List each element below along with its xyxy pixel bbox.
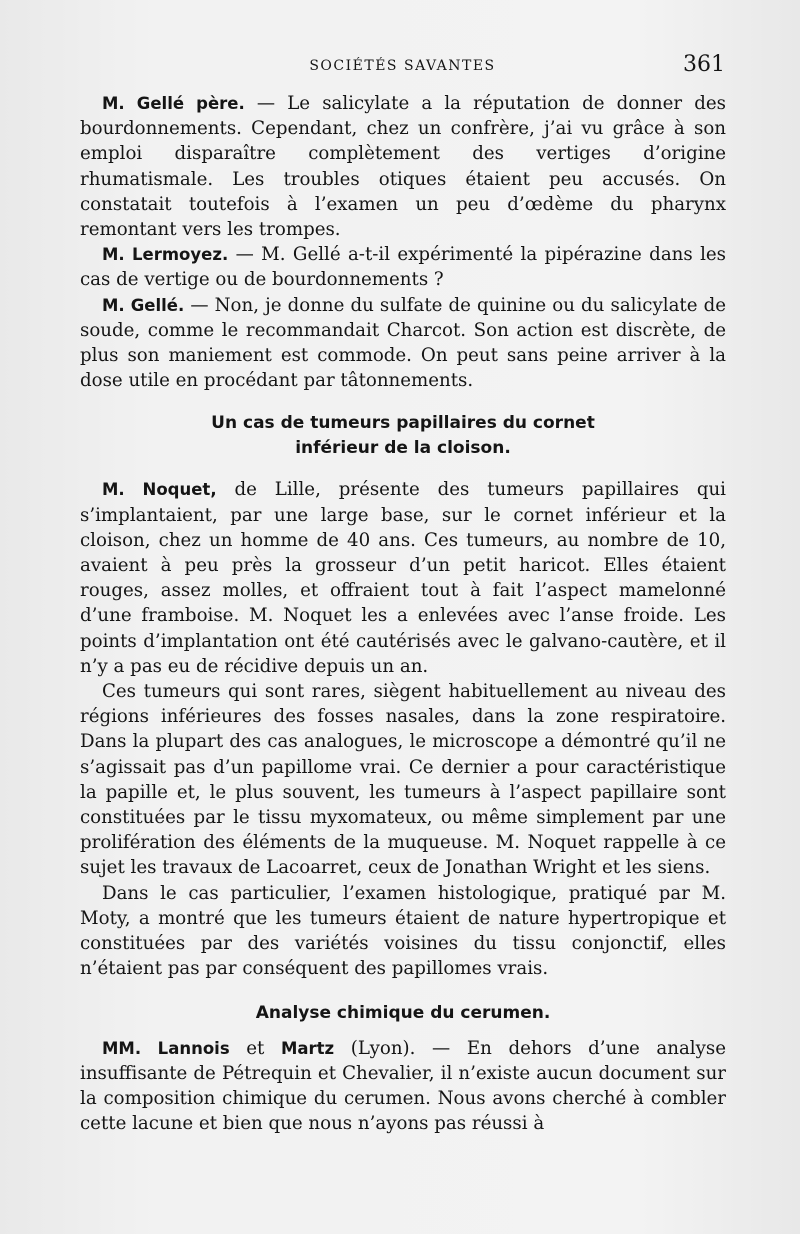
speaker-name: M. Lermoyez. [102, 245, 229, 265]
discussion-paragraph [80, 293, 726, 394]
paragraph-text: de Lille, présente des tumeurs papillaires qui s’implantaient, par une large base, sur le cornet inférieur et la cloison, chez un homme de 40 ans. Ces tumeurs, au nombre de 10, avaient à peu près la grosseur d’un petit haricot. Elles étaient rouges, assez molles, et offraient tout à fait l’aspect mamelonné d’une framboise. M. Noquet les a enlevées avec l’anse froide. Les points d’implantation ont été cautérisés avec le galvano-cautère, et il n’y a pas eu de récidive depuis un an. [80, 479, 726, 677]
speaker-name: M. Gellé. [102, 295, 185, 315]
page-number: 361 [683, 52, 725, 77]
running-head: SOCIÉTÉS SAVANTES [309, 58, 496, 74]
section-paragraph: Dans le cas particulier, l’examen histologique, pratiqué par M. Moty, a montré que les tumeurs étaient de nature hypertropique et constituées par des variétés voisines du tissu conjonctif, elles n’étaient pas par conséquent des papillomes vrais. [80, 882, 726, 980]
section-title-line: Un cas de tumeurs papillaires du cornet [211, 413, 595, 434]
speaker-name: MM. Lannois [102, 1038, 230, 1058]
body-text [80, 91, 726, 1136]
paragraph-text: — M. Gellé a-t-il expérimenté la pipérazine dans les cas de vertige ou de bourdonnements ? [80, 244, 726, 291]
paragraph-text: — Non, je donne du sulfate de quinine ou du salicylate de soude, comme le recommandait Charcot. Son action est discrète, de plus son maniement est commode. On peut sans peine arriver à la dose utile en procédant par tâtonnements. [80, 294, 726, 392]
page-header [80, 52, 725, 84]
discussion-paragraph [80, 242, 726, 292]
discussion-paragraph [80, 91, 726, 242]
speaker-name: M. Noquet, [102, 480, 217, 500]
paragraph-text: — Le salicylate a la réputation de donner des bourdonnements. Cependant, chez un confrère, j’ai vu grâce à son emploi disparaître complètement des vertiges d’origine rhumatismale. Les troubles otiques étaient peu accusés. On constatait toutefois à l’examen un peu d’œdème du pharynx remontant vers les trompes. [80, 93, 726, 241]
section-paragraph [80, 1036, 726, 1137]
speaker-name: M. Gellé père. [102, 94, 245, 113]
speaker-name: Martz [280, 1038, 335, 1058]
section-title-line: inférieur de la cloison. [295, 438, 511, 459]
paragraph-text: (Lyon). — En dehors d’une analyse insuffisante de Pétrequin et Chevalier, il n’existe aucun document sur la composition chimique du cerumen. Nous avons cherché à combler cette lacune et bien que nous n’ayons pas réussi à [80, 1037, 726, 1135]
section-paragraph: Ces tumeurs qui sont rares, siègent habituellement au niveau des régions inférieures des fosses nasales, dans la zone respiratoire. Dans la plupart des cas analogues, le microscope a démontré qu’il ne s’agissait pas d’un papillome vrai. Ce dernier a pour caractéristique la papille et, le plus souvent, les tumeurs à l’aspect papillaire sont constituées par le tissu myxomateux, ou même simplement par une prolifération des éléments de la muqueuse. M. Noquet rappelle à ce sujet les travaux de Lacoarret, ceux de Jonathan Wright et les siens. [80, 681, 726, 879]
section-title: Analyse chimique du cerumen. [255, 1002, 551, 1023]
connector-text: et [229, 1037, 281, 1059]
section-paragraph [80, 477, 726, 679]
